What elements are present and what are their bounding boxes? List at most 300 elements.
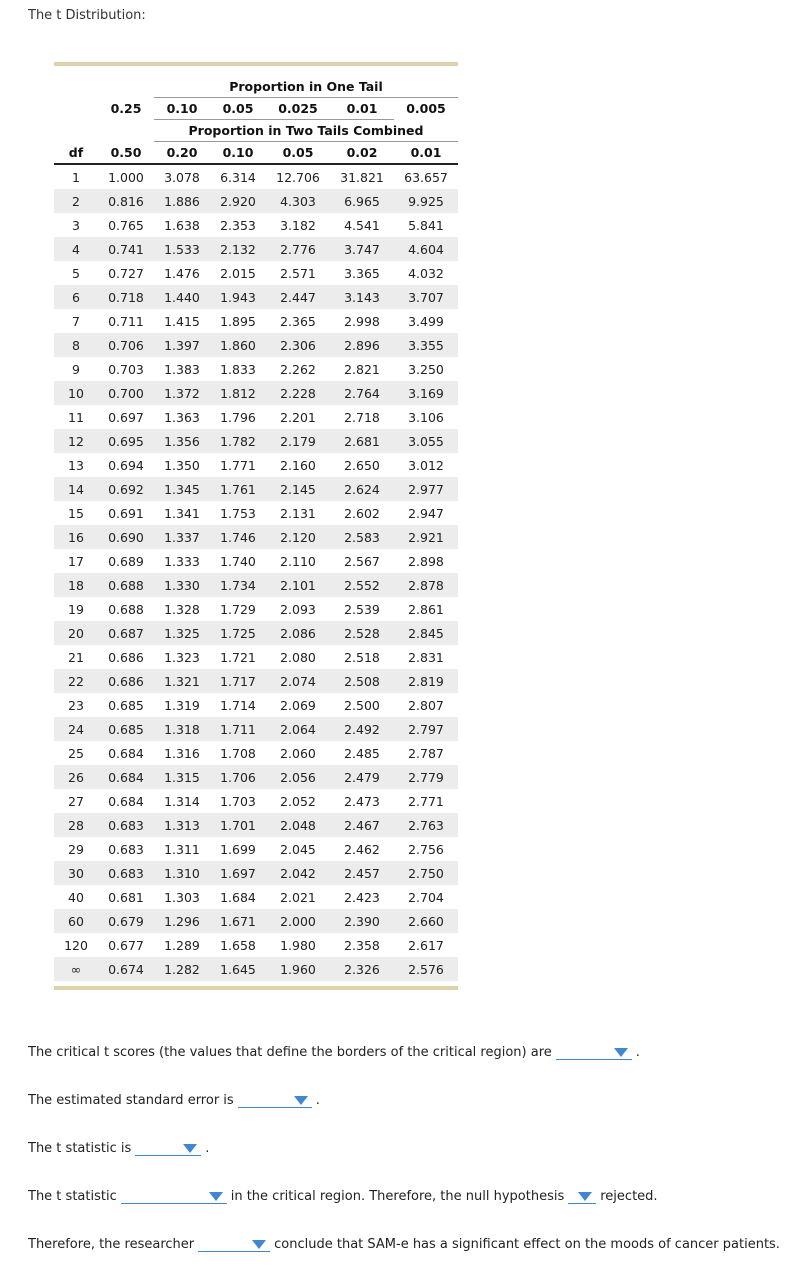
table-cell: 9.925	[394, 189, 458, 213]
critical-scores-dropdown[interactable]	[556, 1045, 632, 1060]
critical-region-dropdown[interactable]	[121, 1189, 227, 1204]
question-text: rejected.	[600, 1189, 658, 1204]
one-tail-col: 0.01	[330, 98, 394, 120]
table-cell: 2.787	[408, 745, 444, 761]
table-cell: 3.106	[408, 409, 444, 425]
table-cell: 1.296	[154, 909, 210, 933]
table-cell: 2.457	[330, 861, 394, 885]
table-cell: 2.358	[344, 937, 380, 953]
df-cell: 25	[68, 745, 84, 761]
table-row	[54, 405, 458, 429]
question-text: in the critical region. Therefore, the null hypothesis	[230, 1189, 565, 1204]
table-cell: 2.779	[394, 765, 458, 789]
table-cell: 3.078	[164, 169, 200, 185]
table-cell: 1.316	[164, 745, 200, 761]
table-cell: 1.658	[220, 937, 256, 953]
table-cell: 0.687	[98, 621, 154, 645]
question-text: The estimated standard error is	[28, 1093, 234, 1108]
table-cell: 1.315	[154, 765, 210, 789]
df-cell: 60	[54, 909, 98, 933]
table-cell: 4.303	[266, 189, 330, 213]
table-row	[54, 693, 458, 717]
table-cell: 2.660	[394, 909, 458, 933]
question-standard-error	[28, 1093, 320, 1108]
table-cell: 1.771	[220, 457, 256, 473]
table-cell: 0.692	[98, 477, 154, 501]
intro-heading: The t Distribution:	[28, 8, 146, 23]
table-cell: 2.131	[280, 505, 316, 521]
table-cell: 1.638	[164, 217, 200, 233]
table-cell: 2.060	[280, 745, 316, 761]
table-cell: 2.353	[220, 217, 256, 233]
table-cell: 0.679	[98, 909, 154, 933]
table-cell: 2.508	[330, 669, 394, 693]
table-cell: 2.539	[344, 601, 380, 617]
table-cell: 0.691	[108, 505, 144, 521]
table-cell: 1.321	[154, 669, 210, 693]
table-cell: 2.898	[408, 553, 444, 569]
table-cell: 2.326	[330, 957, 394, 981]
table-cell: 2.492	[330, 717, 394, 741]
table-row	[54, 789, 458, 813]
table-row	[54, 285, 458, 309]
table-row	[54, 381, 458, 405]
question-text: The critical t scores (the values that define the borders of the critical region) are	[28, 1045, 552, 1060]
table-cell: 1.734	[210, 573, 266, 597]
df-cell: 7	[72, 313, 80, 329]
table-row	[54, 645, 458, 669]
table-cell: 1.860	[210, 333, 266, 357]
df-cell: 19	[68, 601, 84, 617]
table-cell: 2.552	[330, 573, 394, 597]
table-cell: 2.617	[408, 937, 444, 953]
table-cell: 2.861	[408, 601, 444, 617]
table-cell: 1.746	[210, 525, 266, 549]
table-cell: 1.319	[164, 697, 200, 713]
table-row	[54, 957, 458, 981]
df-cell: 1	[72, 169, 80, 185]
table-cell: 6.314	[220, 169, 256, 185]
table-cell: 1.701	[210, 813, 266, 837]
one-tail-col: 0.005	[406, 101, 446, 117]
table-cell: 2.567	[344, 553, 380, 569]
two-tails-col: 0.01	[394, 142, 458, 165]
table-row	[54, 549, 458, 573]
table-cell: 2.473	[344, 793, 380, 809]
table-cell: 0.684	[98, 765, 154, 789]
one-tail-col: 0.025	[266, 98, 330, 120]
table-cell: 1.980	[280, 937, 316, 953]
table-cell: 2.771	[408, 793, 444, 809]
table-cell: 0.684	[108, 793, 144, 809]
table-cell: 2.042	[266, 861, 330, 885]
table-cell: 2.064	[266, 717, 330, 741]
table-cell: 0.686	[108, 649, 144, 665]
df-cell: 24	[54, 717, 98, 741]
df-cell: 40	[68, 889, 84, 905]
table-cell: 1.415	[164, 313, 200, 329]
table-cell: 0.741	[98, 237, 154, 261]
table-cell: 1.397	[154, 333, 210, 357]
table-cell: 12.706	[276, 169, 320, 185]
table-cell: 2.764	[330, 381, 394, 405]
table-row	[54, 717, 458, 741]
dropdown-arrow-icon	[614, 1048, 628, 1057]
df-header: df	[54, 142, 98, 165]
question-text: conclude that SAM-e has a significant effect on the moods of cancer patients.	[274, 1237, 780, 1252]
table-cell: 4.604	[394, 237, 458, 261]
table-cell: 2.819	[394, 669, 458, 693]
table-cell: 1.533	[154, 237, 210, 261]
t-statistic-dropdown[interactable]	[135, 1141, 201, 1156]
table-cell: 0.686	[98, 669, 154, 693]
table-cell: 3.055	[394, 429, 458, 453]
df-cell: 8	[54, 333, 98, 357]
table-cell: 2.650	[344, 457, 380, 473]
table-cell: 3.182	[280, 217, 316, 233]
two-tails-header: Proportion in Two Tails Combined	[154, 120, 458, 142]
df-cell: 18	[54, 573, 98, 597]
table-cell: 1.895	[220, 313, 256, 329]
table-cell: 1.886	[154, 189, 210, 213]
table-row	[54, 309, 458, 333]
table-cell: 1.303	[164, 889, 200, 905]
table-cell: 1.440	[154, 285, 210, 309]
table-row	[54, 525, 458, 549]
table-cell: 6.965	[330, 189, 394, 213]
df-cell: 16	[54, 525, 98, 549]
table-cell: 1.337	[154, 525, 210, 549]
table-row	[54, 861, 458, 885]
table-cell: 2.776	[266, 237, 330, 261]
table-cell: 2.920	[210, 189, 266, 213]
table-cell: 0.703	[108, 361, 144, 377]
table-cell: 2.000	[266, 909, 330, 933]
table-cell: 0.697	[108, 409, 144, 425]
table-row	[54, 573, 458, 597]
table-cell: 1.706	[210, 765, 266, 789]
table-cell: 0.694	[108, 457, 144, 473]
table-cell: 1.714	[220, 697, 256, 713]
table-cell: 1.699	[220, 841, 256, 857]
table-cell: 2.921	[394, 525, 458, 549]
table-cell: 2.602	[344, 505, 380, 521]
table-cell: 1.383	[164, 361, 200, 377]
df-cell: 20	[54, 621, 98, 645]
null-hypothesis-dropdown[interactable]	[568, 1189, 596, 1204]
table-cell: 4.032	[408, 265, 444, 281]
df-cell: 22	[54, 669, 98, 693]
df-cell: 6	[54, 285, 98, 309]
table-cell: 0.695	[98, 429, 154, 453]
table-cell: 3.747	[330, 237, 394, 261]
table-cell: 3.012	[408, 457, 444, 473]
table-cell: 2.821	[344, 361, 380, 377]
standard-error-dropdown[interactable]	[238, 1093, 312, 1108]
table-cell: 2.528	[330, 621, 394, 645]
table-cell: 1.711	[210, 717, 266, 741]
table-cell: 2.571	[280, 265, 316, 281]
table-cell: 5.841	[408, 217, 444, 233]
one-tail-col: 0.05	[210, 98, 266, 120]
table-cell: 2.756	[408, 841, 444, 857]
table-cell: 2.160	[280, 457, 316, 473]
table-cell: 2.831	[408, 649, 444, 665]
df-cell: 120	[64, 937, 88, 953]
table-cell: 2.750	[394, 861, 458, 885]
table-row	[54, 885, 458, 909]
df-cell: 27	[68, 793, 84, 809]
table-cell: 2.228	[266, 381, 330, 405]
df-cell: 3	[72, 217, 80, 233]
table-cell: 2.998	[344, 313, 380, 329]
one-tail-col: 0.25	[110, 101, 142, 116]
df-cell: 12	[54, 429, 98, 453]
df-cell: 17	[68, 553, 84, 569]
table-row	[54, 909, 458, 933]
table-cell: 0.681	[108, 889, 144, 905]
df-cell: 4	[54, 237, 98, 261]
df-cell: 5	[72, 265, 80, 281]
table-cell: 1.372	[154, 381, 210, 405]
table-row	[54, 597, 458, 621]
table-cell: 0.688	[108, 601, 144, 617]
df-cell: 23	[68, 697, 84, 713]
table-cell: 1.729	[220, 601, 256, 617]
conclusion-dropdown[interactable]	[198, 1237, 270, 1252]
df-cell: 26	[54, 765, 98, 789]
table-cell: 2.179	[266, 429, 330, 453]
table-cell: 2.947	[408, 505, 444, 521]
table-cell: 1.328	[164, 601, 200, 617]
table-cell: 0.683	[108, 841, 144, 857]
question-punct: .	[315, 1093, 320, 1108]
table-cell: 0.711	[108, 313, 144, 329]
table-row	[54, 765, 458, 789]
table-cell: 1.943	[210, 285, 266, 309]
dropdown-arrow-icon	[294, 1096, 308, 1105]
table-cell: 1.363	[164, 409, 200, 425]
table-cell: 1.330	[154, 573, 210, 597]
table-row	[54, 453, 458, 477]
table-cell: 0.688	[98, 573, 154, 597]
table-cell: 1.708	[220, 745, 256, 761]
question-conclusion	[28, 1237, 780, 1252]
table-cell: 1.697	[210, 861, 266, 885]
question-punct: .	[205, 1141, 210, 1156]
table-row	[54, 621, 458, 645]
table-cell: 1.350	[164, 457, 200, 473]
table-row	[54, 501, 458, 525]
t-table	[54, 66, 458, 981]
table-bottom-rule	[54, 986, 458, 990]
table-cell: 2.807	[408, 697, 444, 713]
table-cell: 2.201	[280, 409, 316, 425]
table-cell: 2.048	[266, 813, 330, 837]
table-cell: 2.093	[280, 601, 316, 617]
table-cell: 2.704	[408, 889, 444, 905]
dropdown-arrow-icon	[252, 1240, 266, 1249]
table-cell: 0.727	[108, 265, 144, 281]
table-cell: 0.700	[98, 381, 154, 405]
df-cell: 30	[54, 861, 98, 885]
table-cell: 1.960	[266, 957, 330, 981]
table-cell: 1.313	[154, 813, 210, 837]
table-cell: 3.499	[408, 313, 444, 329]
table-cell: 2.052	[280, 793, 316, 809]
table-cell: 2.896	[330, 333, 394, 357]
df-cell: 15	[68, 505, 84, 521]
table-row	[54, 837, 458, 861]
table-cell: 2.306	[266, 333, 330, 357]
table-cell: 3.250	[408, 361, 444, 377]
table-cell: 2.583	[330, 525, 394, 549]
table-cell: 1.684	[220, 889, 256, 905]
table-cell: 0.685	[98, 717, 154, 741]
two-tails-col: 0.20	[154, 142, 210, 165]
table-cell: 2.365	[280, 313, 316, 329]
table-cell: 1.000	[108, 169, 144, 185]
table-cell: 1.311	[164, 841, 200, 857]
table-cell: 4.541	[344, 217, 380, 233]
df-cell: 21	[68, 649, 84, 665]
table-cell: 0.816	[98, 189, 154, 213]
table-cell: 1.782	[210, 429, 266, 453]
table-cell: 0.718	[98, 285, 154, 309]
table-cell: 2.262	[280, 361, 316, 377]
table-cell: 1.740	[220, 553, 256, 569]
table-cell: 2.977	[394, 477, 458, 501]
table-cell: 2.718	[344, 409, 380, 425]
table-cell: 1.703	[220, 793, 256, 809]
dropdown-arrow-icon	[183, 1144, 197, 1153]
table-cell: 2.518	[344, 649, 380, 665]
df-cell: ∞	[54, 957, 98, 981]
table-cell: 1.833	[220, 361, 256, 377]
question-punct: .	[635, 1045, 640, 1060]
table-cell: 1.645	[210, 957, 266, 981]
table-row	[54, 213, 458, 237]
table-cell: 2.681	[330, 429, 394, 453]
t-distribution-table	[54, 62, 458, 990]
table-cell: 2.447	[266, 285, 330, 309]
table-cell: 2.479	[330, 765, 394, 789]
table-cell: 0.690	[98, 525, 154, 549]
table-row	[54, 813, 458, 837]
table-cell: 1.318	[154, 717, 210, 741]
table-row	[54, 477, 458, 501]
table-row	[54, 237, 458, 261]
table-cell: 2.056	[266, 765, 330, 789]
table-cell: 2.845	[394, 621, 458, 645]
table-cell: 1.323	[164, 649, 200, 665]
table-cell: 2.021	[280, 889, 316, 905]
table-cell: 1.333	[164, 553, 200, 569]
table-cell: 2.045	[280, 841, 316, 857]
table-cell: 31.821	[340, 169, 384, 185]
table-cell: 1.341	[164, 505, 200, 521]
table-cell: 1.289	[164, 937, 200, 953]
table-cell: 2.145	[266, 477, 330, 501]
dropdown-arrow-icon	[209, 1192, 223, 1201]
df-cell: 2	[54, 189, 98, 213]
table-row	[54, 429, 458, 453]
question-critical-scores	[28, 1045, 640, 1060]
table-cell: 1.325	[154, 621, 210, 645]
table-cell: 2.069	[280, 697, 316, 713]
table-row	[54, 261, 458, 285]
table-cell: 2.110	[280, 553, 316, 569]
question-text: Therefore, the researcher	[28, 1237, 195, 1252]
question-text: The t statistic	[28, 1189, 117, 1204]
table-cell: 1.345	[154, 477, 210, 501]
table-cell: 2.120	[266, 525, 330, 549]
table-cell: 0.706	[98, 333, 154, 357]
table-cell: 2.132	[210, 237, 266, 261]
table-cell: 2.878	[394, 573, 458, 597]
table-row	[54, 741, 458, 765]
two-tails-col: 0.50	[98, 142, 154, 165]
table-row	[54, 189, 458, 213]
df-cell: 10	[54, 381, 98, 405]
table-cell: 0.685	[108, 697, 144, 713]
table-cell: 2.015	[220, 265, 256, 281]
table-row	[54, 669, 458, 693]
table-cell: 1.717	[210, 669, 266, 693]
df-cell: 28	[54, 813, 98, 837]
table-row	[54, 333, 458, 357]
table-cell: 0.765	[108, 217, 144, 233]
df-cell: 14	[54, 477, 98, 501]
table-cell: 0.677	[108, 937, 144, 953]
df-cell: 29	[68, 841, 84, 857]
table-cell: 0.683	[98, 861, 154, 885]
two-tails-col: 0.02	[330, 142, 394, 165]
two-tails-col: 0.10	[210, 142, 266, 165]
dropdown-arrow-icon	[578, 1192, 592, 1201]
table-cell: 1.721	[220, 649, 256, 665]
table-cell: 63.657	[404, 169, 448, 185]
df-cell: 11	[68, 409, 84, 425]
table-cell: 2.080	[280, 649, 316, 665]
table-cell: 1.812	[210, 381, 266, 405]
table-cell: 2.423	[344, 889, 380, 905]
one-tail-header: Proportion in One Tail	[154, 76, 458, 98]
table-row	[54, 164, 458, 189]
df-cell: 13	[68, 457, 84, 473]
question-critical-region	[28, 1189, 658, 1204]
table-cell: 2.101	[266, 573, 330, 597]
table-cell: 2.763	[394, 813, 458, 837]
table-cell: 2.500	[344, 697, 380, 713]
table-cell: 2.797	[394, 717, 458, 741]
df-cell: 9	[72, 361, 80, 377]
table-cell: 1.476	[164, 265, 200, 281]
table-cell: 1.356	[154, 429, 210, 453]
table-cell: 2.390	[330, 909, 394, 933]
question-t-statistic	[28, 1141, 209, 1156]
table-cell: 2.086	[266, 621, 330, 645]
table-cell: 1.753	[220, 505, 256, 521]
table-cell: 0.683	[98, 813, 154, 837]
table-cell: 1.761	[210, 477, 266, 501]
table-cell: 3.169	[394, 381, 458, 405]
table-cell: 1.282	[154, 957, 210, 981]
table-cell: 3.365	[344, 265, 380, 281]
table-cell: 0.674	[98, 957, 154, 981]
table-cell: 1.796	[220, 409, 256, 425]
table-cell: 2.467	[330, 813, 394, 837]
